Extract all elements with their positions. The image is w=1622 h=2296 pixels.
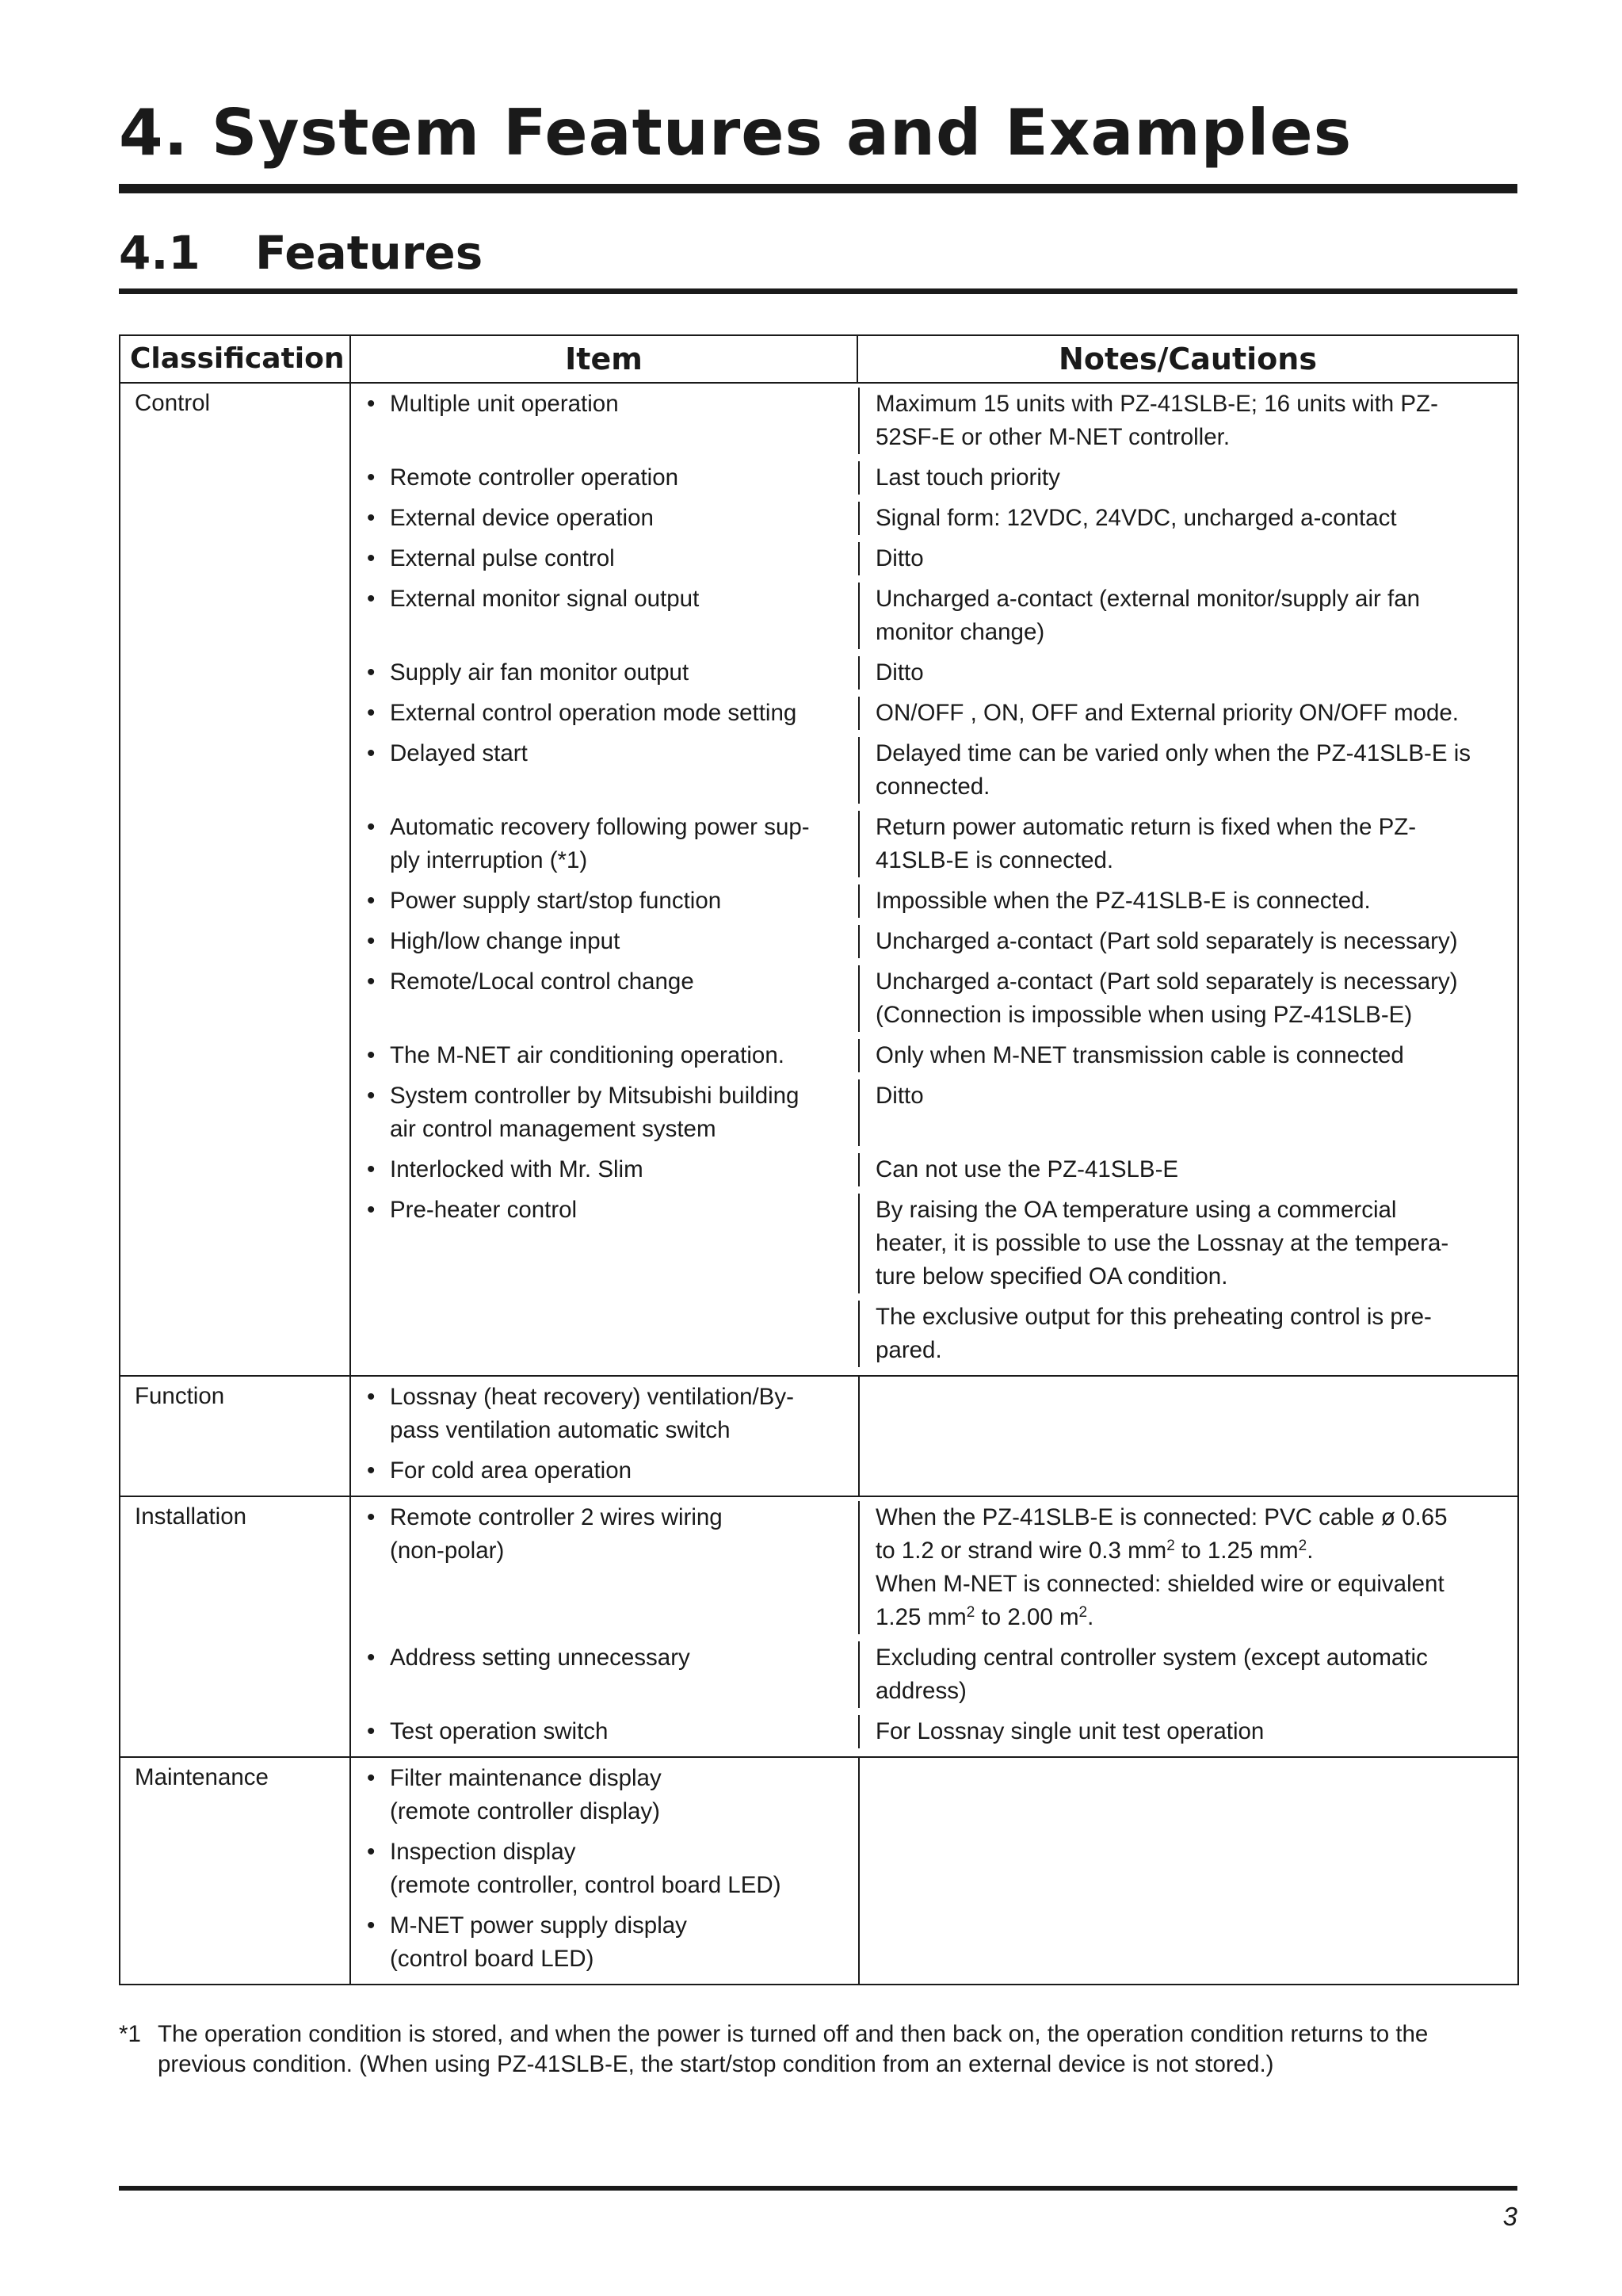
note-cell: ON/OFF , ON, OFF and External priority ON/OFF mode. bbox=[858, 697, 1517, 730]
list-item: • Test operation switch bbox=[367, 1718, 609, 1744]
section-number: 4.1 bbox=[119, 226, 200, 280]
list-item: • Power supply start/stop function bbox=[367, 888, 722, 914]
page-number: 3 bbox=[1502, 2202, 1517, 2231]
note-cell: Ditto bbox=[858, 542, 1517, 575]
section-title-rule bbox=[119, 288, 1517, 294]
note-cell: By raising the OA temperature using a commercial heater, it is possible to use the Lossnay at the tempera- ture below specified OA condition. bbox=[858, 1194, 1517, 1293]
installation-grid bbox=[351, 1497, 1517, 1756]
list-item: • External control operation mode setting bbox=[367, 700, 797, 726]
function-grid bbox=[351, 1377, 1517, 1496]
list-item: • The M-NET air conditioning operation. bbox=[367, 1042, 784, 1068]
header-classification: Classification bbox=[120, 335, 350, 383]
classification-installation: Installation bbox=[120, 1496, 350, 1757]
list-item: • Pre-heater control bbox=[367, 1197, 578, 1223]
installation-rows bbox=[350, 1496, 1518, 1757]
note-cell: Impossible when the PZ-41SLB-E is connected. bbox=[858, 884, 1517, 918]
list-item: • External monitor signal output bbox=[367, 586, 700, 612]
footnote bbox=[119, 2019, 1517, 2080]
empty-notes-column bbox=[858, 1377, 860, 1496]
footnote-text: The operation condition is stored, and when the power is turned off and then back on, the operation condition returns to the previous condition. (When using PZ-41SLB-E, the start/stop condition from an external device is not stored.) bbox=[158, 2021, 1429, 2077]
chapter-title-rule bbox=[119, 184, 1517, 193]
function-rows bbox=[350, 1376, 1518, 1496]
list-item: • Inspection display (remote controller, control board LED) bbox=[367, 1839, 781, 1898]
footnote-mark: *1 bbox=[119, 2021, 141, 2047]
note-cell: Only when M-NET transmission cable is connected bbox=[858, 1039, 1517, 1072]
header-notes: Notes/Cautions bbox=[857, 335, 1518, 383]
list-item: • Delayed start bbox=[367, 740, 528, 766]
list-item: • M-NET power supply display (control board LED) bbox=[367, 1912, 687, 1972]
section-name: Features bbox=[255, 226, 483, 280]
header-item: Item bbox=[350, 335, 857, 383]
note-cell-empty bbox=[858, 1909, 1517, 1976]
note-cell: Return power automatic return is fixed when the PZ- 41SLB-E is connected. bbox=[858, 811, 1517, 877]
note-cell: Ditto bbox=[858, 656, 1517, 690]
control-rows bbox=[350, 383, 1518, 1376]
features-table bbox=[119, 334, 1519, 1985]
classification-control: Control bbox=[120, 383, 350, 1376]
control-grid bbox=[351, 384, 1517, 1375]
list-item: • For cold area operation bbox=[367, 1457, 632, 1484]
table-row-control bbox=[120, 383, 1518, 1376]
note-cell-empty bbox=[858, 1381, 1517, 1447]
list-item: • Interlocked with Mr. Slim bbox=[367, 1156, 643, 1182]
list-item: • Lossnay (heat recovery) ventilation/By- pass ventilation automatic switch bbox=[367, 1384, 794, 1443]
list-item: • Multiple unit operation bbox=[367, 391, 619, 417]
list-item-empty bbox=[351, 1301, 858, 1367]
list-item: • Remote/Local control change bbox=[367, 968, 694, 995]
maintenance-grid bbox=[351, 1758, 1517, 1984]
note-cell: Can not use the PZ-41SLB-E bbox=[858, 1153, 1517, 1186]
list-item: • Filter maintenance display (remote controller display) bbox=[367, 1765, 662, 1824]
classification-maintenance: Maintenance bbox=[120, 1757, 350, 1985]
classification-function: Function bbox=[120, 1376, 350, 1496]
list-item: • Supply air fan monitor output bbox=[367, 659, 689, 686]
list-item: • External device operation bbox=[367, 505, 654, 531]
note-cell: Uncharged a-contact (Part sold separately is necessary) (Connection is impossible when using PZ-41SLB-E) bbox=[858, 965, 1517, 1032]
note-cell: Signal form: 12VDC, 24VDC, uncharged a-contact bbox=[858, 502, 1517, 535]
list-item: • High/low change input bbox=[367, 928, 620, 954]
note-cell: Maximum 15 units with PZ-41SLB-E; 16 units with PZ- 52SF-E or other M-NET controller. bbox=[858, 388, 1517, 454]
note-cell: Uncharged a-contact (Part sold separately is necessary) bbox=[858, 925, 1517, 958]
table-row-installation bbox=[120, 1496, 1518, 1757]
note-cell-empty bbox=[858, 1836, 1517, 1902]
chapter-title: 4. System Features and Examples bbox=[119, 96, 1353, 170]
list-item: • Remote controller operation bbox=[367, 464, 679, 491]
list-item: • Address setting unnecessary bbox=[367, 1645, 690, 1671]
note-cell-empty bbox=[858, 1762, 1517, 1828]
note-cell: Excluding central controller system (except automatic address) bbox=[858, 1641, 1517, 1708]
section-title bbox=[119, 226, 483, 280]
note-cell: Last touch priority bbox=[858, 461, 1517, 495]
note-cell: Uncharged a-contact (external monitor/supply air fan monitor change) bbox=[858, 583, 1517, 649]
manual-page bbox=[119, 0, 1517, 2296]
list-item: • System controller by Mitsubishi building air control management system bbox=[367, 1083, 800, 1142]
note-cell: When the PZ-41SLB-E is connected: PVC cable ø 0.65 to 1.2 or strand wire 0.3 $mm^2$ to 1.25 $mm^2$. When M-NET is connected: shielded wire or equivalent 1.25 $mm^2$ to 2.00 $m^2$. bbox=[858, 1501, 1517, 1634]
list-item: • Automatic recovery following power sup- ply interruption (*1) bbox=[367, 814, 810, 873]
table-row-function bbox=[120, 1376, 1518, 1496]
note-cell: Ditto bbox=[858, 1079, 1517, 1146]
note-cell: Delayed time can be varied only when the PZ-41SLB-E is connected. bbox=[858, 737, 1517, 804]
list-item: • Remote controller 2 wires wiring (non-polar) bbox=[367, 1504, 723, 1564]
table-row-maintenance bbox=[120, 1757, 1518, 1985]
empty-notes-column bbox=[858, 1758, 860, 1984]
maintenance-rows bbox=[350, 1757, 1518, 1985]
note-cell: For Lossnay single unit test operation bbox=[858, 1715, 1517, 1748]
list-item: • External pulse control bbox=[367, 545, 615, 571]
footer-rule bbox=[119, 2186, 1517, 2191]
table-header-row bbox=[120, 335, 1518, 383]
note-cell: The exclusive output for this preheating control is pre- pared. bbox=[858, 1301, 1517, 1367]
note-cell-empty bbox=[858, 1454, 1517, 1488]
